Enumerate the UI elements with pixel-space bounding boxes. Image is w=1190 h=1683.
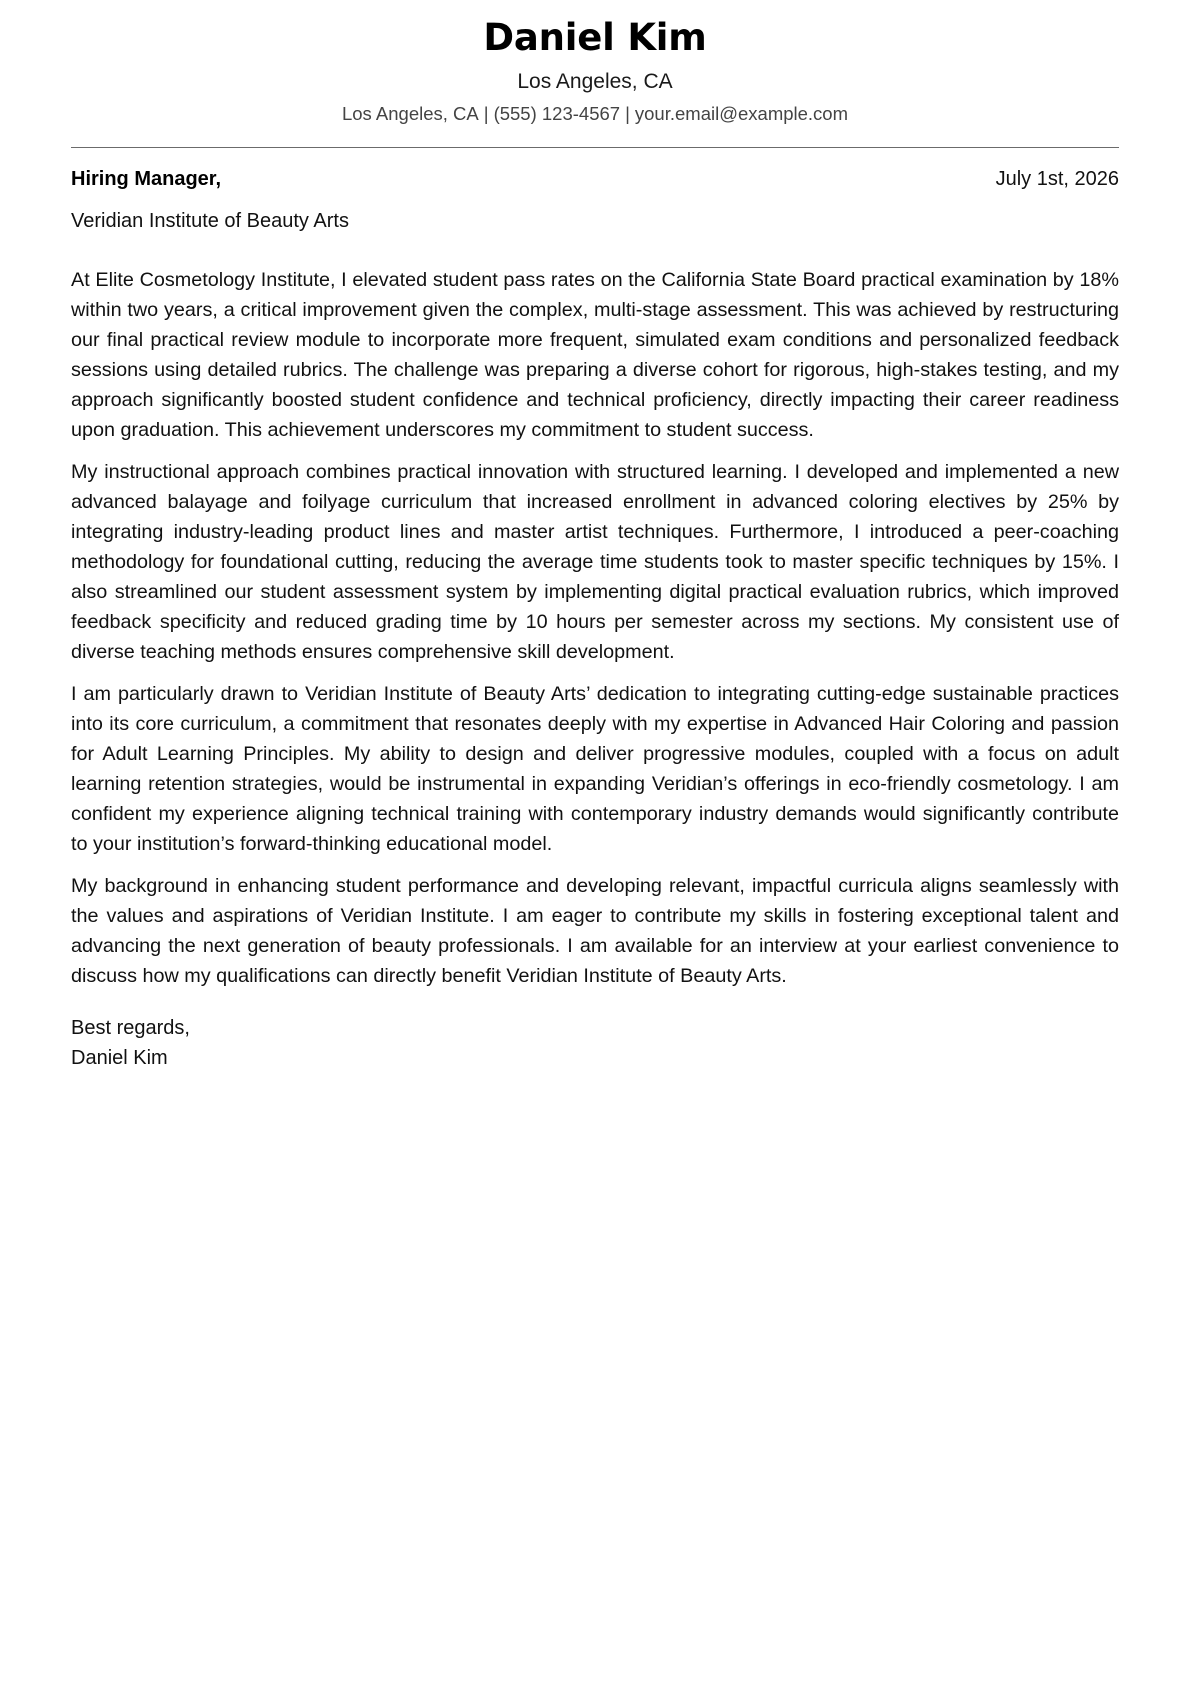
body-paragraph: At Elite Cosmetology Institute, I elevated student pass rates on the California State Board practical examination by 18% within two years, a critical improvement given the complex, multi-stage assessment. This was achieved by restructuring our final practical review module to incorporate more frequent, simulated exam conditions and personalized feedback sessions using detailed rubrics. The challenge was preparing a diverse cohort for rigorous, high-stakes testing, and my approach significantly boosted student confidence and technical proficiency, directly impacting their career readiness upon graduation. This achievement underscores my commitment to student success. xyxy=(71,269,1119,441)
contact-line xyxy=(71,102,1119,126)
closing-phrase: Best regards, xyxy=(71,1017,190,1039)
letter-header xyxy=(71,0,1119,126)
applicant-location: Los Angeles, CA xyxy=(517,70,673,93)
applicant-name: Daniel Kim xyxy=(483,16,707,59)
recipient-date-row xyxy=(71,165,1119,193)
body-paragraph: My instructional approach combines practical innovation with structured learning. I developed and implemented a new advanced balayage and foilyage curriculum that increased enrollment in advanced coloring electives by 25% by integrating industry-leading product lines and master artist techniques. Furthermore, I introduced a peer-coaching methodology for foundational cutting, reducing the average time students took to master specific techniques by 15%. I also streamlined our student assessment system by implementing digital practical evaluation rubrics, which improved feedback specificity and reduced grading time by 10 hours per semester across my sections. My consistent use of diverse teaching methods ensures comprehensive skill development. xyxy=(71,461,1119,663)
cover-letter-page xyxy=(71,0,1119,1073)
body-paragraph: My background in enhancing student performance and developing relevant, impactful curricula aligns seamlessly with the values and aspirations of Veridian Institute. I am eager to contribute my skills in fostering exceptional talent and advancing the next generation of beauty professionals. I am available for an interview at your earliest convenience to discuss how my qualifications can directly benefit Veridian Institute of Beauty Arts. xyxy=(71,875,1119,987)
contact-address: Los Angeles, CA xyxy=(341,103,479,124)
contact-phone: (555) 123-4567 xyxy=(493,103,621,124)
letter-date: July 1st, 2026 xyxy=(995,168,1119,190)
body-paragraph: I am particularly drawn to Veridian Institute of Beauty Arts’ dedication to integrating cutting-edge sustainable practices into its core curriculum, a commitment that resonates deeply with my expertise in Advanced Hair Coloring and passion for Adult Learning Principles. My ability to design and deliver progressive modules, coupled with a focus on adult learning retention strategies, would be instrumental in expanding Veridian’s offerings in eco-friendly cosmetology. I am confident my experience aligning technical training with contemporary industry demands would significantly contribute to your institution’s forward-thinking educational model. xyxy=(71,683,1119,855)
letter-body xyxy=(71,265,1119,991)
contact-email: your.email@example.com xyxy=(634,103,849,124)
contact-separator: | xyxy=(625,103,630,124)
recipient-organization: Veridian Institute of Beauty Arts xyxy=(71,210,349,232)
contact-separator: | xyxy=(483,103,489,124)
signature-name: Daniel Kim xyxy=(71,1047,168,1069)
recipient-salutation: Hiring Manager, xyxy=(71,168,222,190)
letter-closing xyxy=(71,1013,1119,1073)
header-divider xyxy=(71,147,1119,148)
